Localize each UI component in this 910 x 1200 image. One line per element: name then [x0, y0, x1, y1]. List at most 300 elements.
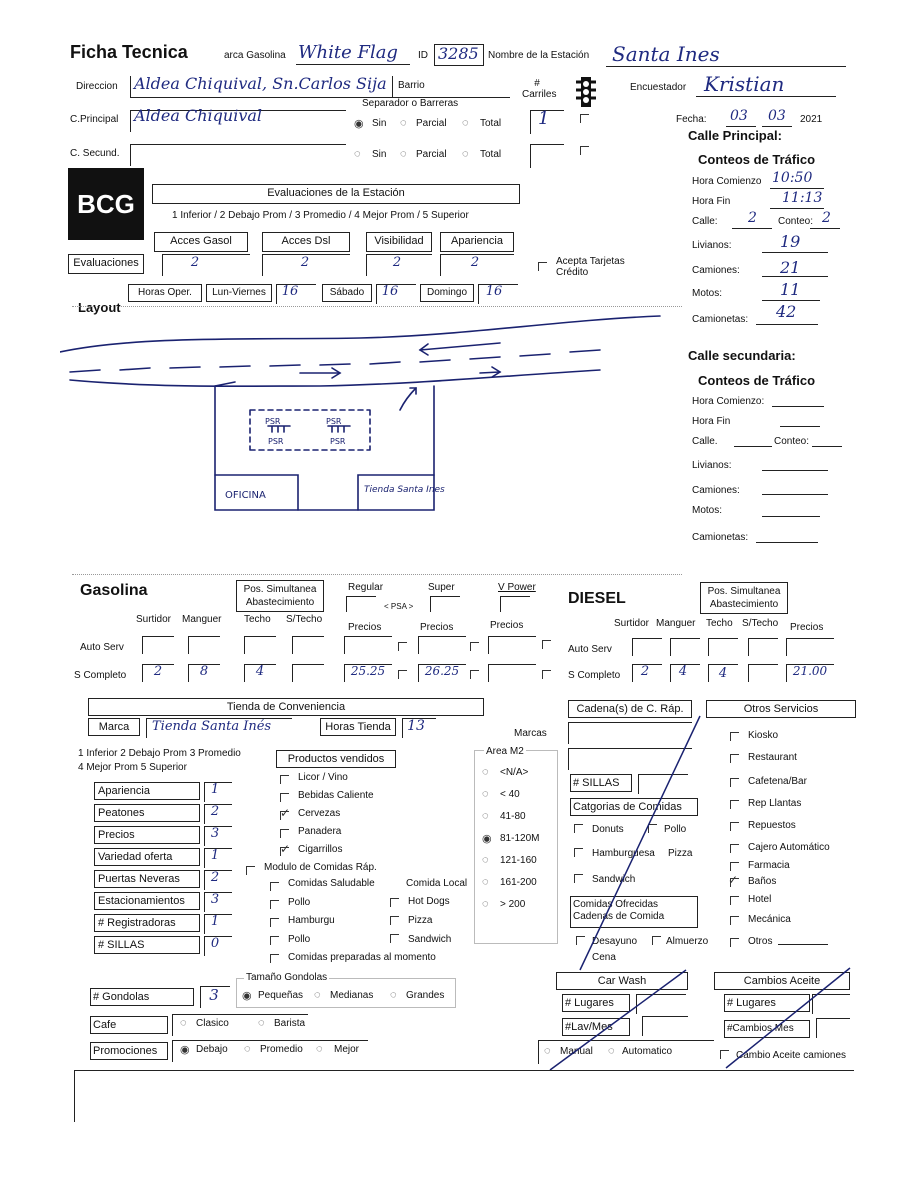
gas-super-label: Super	[428, 582, 455, 593]
total2-label: Total	[480, 149, 502, 160]
cadena-title: Cadena(s) de C. Ráp.	[568, 700, 692, 718]
estacion-underline	[606, 66, 846, 67]
cafe-clasico-radio[interactable]: ◌	[180, 1017, 187, 1029]
carriles2-field[interactable]	[530, 144, 564, 168]
evaluaciones-title: Evaluaciones de la Estación	[152, 184, 520, 204]
gas-pos-simultanea: Pos. Simultanea Abastecimiento	[236, 580, 324, 612]
gas-as-precio-vpower[interactable]	[488, 636, 536, 654]
rating-label: Apariencia	[94, 782, 200, 800]
check-icon: ✓	[280, 806, 291, 820]
diesel-sc-stecho[interactable]	[748, 664, 778, 682]
area-option-label: 161-200	[500, 877, 537, 888]
cadena-sillas-label: # SILLAS	[570, 774, 632, 792]
cp-livianos-label: Livianos:	[692, 240, 732, 251]
diesel-sc-precio-value: 21.00	[792, 664, 828, 678]
diesel-s-completo-label: S Completo	[568, 670, 621, 681]
cs-title: Calle secundaria:	[688, 348, 796, 363]
cprincipal-label: C.Principal	[70, 114, 119, 125]
gondolas-value: 3	[209, 986, 219, 1004]
otros-label: Restaurant	[748, 752, 797, 763]
col-apariencia: Apariencia	[440, 232, 514, 252]
col-acces-gasol: Acces Gasol	[154, 232, 248, 252]
diesel-sc-techo-value: 4	[718, 666, 728, 681]
marca-label: arca Gasolina	[224, 50, 286, 61]
estacion-value[interactable]: Santa Ines	[612, 42, 720, 66]
cp-hora-comienzo-value[interactable]: 10:50	[772, 170, 813, 186]
modulo-pizza-checkbox[interactable]	[390, 916, 399, 925]
carriles2-checkbox[interactable]	[580, 146, 589, 155]
notes-field[interactable]	[74, 1070, 854, 1122]
eval-acces-gasol-value: 2	[190, 255, 200, 270]
otros-label: Farmacia	[748, 860, 790, 871]
cadena-hamburguesa-label: Hamburguesa	[592, 848, 655, 859]
cadena-categorias-label: Catgorias de Comidas	[570, 798, 698, 816]
cp-calle-value[interactable]: 2	[748, 210, 757, 226]
gas-precios-vpower-label: Precios	[490, 620, 524, 631]
cp-conteo-line	[810, 228, 840, 229]
marca-value[interactable]: White Flag	[298, 42, 398, 63]
otros-checkbox[interactable]	[730, 844, 739, 853]
otros-label: Cafetena/Bar	[748, 776, 807, 787]
diesel-as-techo[interactable]	[708, 638, 738, 656]
cadena-almuerzo-label: Almuerzo	[666, 936, 709, 947]
otros-checkbox[interactable]	[730, 754, 739, 763]
producto-checkbox[interactable]	[280, 793, 289, 802]
gas-psa-label: < PSA >	[384, 602, 414, 611]
gas-sc-regular-checkbox[interactable]	[398, 670, 407, 679]
gas-sc-vpower-checkbox[interactable]	[542, 670, 551, 679]
pump-label-3: PSR	[268, 437, 284, 446]
producto-label: Panadera	[298, 826, 342, 837]
road-center-dashes	[70, 350, 600, 372]
sin2-label: Sin	[372, 149, 387, 160]
evaluaciones-scale: 1 Inferior / 2 Debajo Prom / 3 Promedio / 4 Mejor Prom / 5 Superior	[172, 210, 469, 221]
cs-hora-fin-label: Hora Fin	[692, 416, 731, 427]
layout-sketch	[60, 310, 680, 570]
area-radio[interactable]: ◌	[482, 876, 489, 888]
diesel-col-precios: Precios	[790, 622, 824, 633]
tamano-grandes-label: Grandes	[406, 990, 445, 1001]
producto-label: Cervezas	[298, 808, 341, 819]
lunvie-value: 16	[281, 284, 299, 299]
cambios-mes-label: #Cambios Mes	[724, 1020, 810, 1038]
cp-conteo-value[interactable]: 2	[822, 210, 831, 226]
otros-label: Hotel	[748, 894, 772, 905]
modulo-pollo2-label: Pollo	[288, 934, 311, 945]
otros-checkbox[interactable]	[730, 938, 739, 947]
sabado-label: Sábado	[322, 284, 372, 302]
comidas-saludable-checkbox[interactable]	[270, 882, 279, 891]
rating-value: 1	[210, 848, 220, 863]
tamano-grandes-radio[interactable]: ◌	[390, 989, 397, 1001]
comidas-saludable-label: Comidas Saludable	[288, 878, 375, 889]
encuestador-value[interactable]: Kristian	[704, 72, 785, 96]
gas-as-stecho[interactable]	[292, 636, 324, 654]
cafe-barista-label: Barista	[274, 1018, 306, 1029]
cp-calle-line	[732, 228, 772, 229]
barrio-label: Barrio	[398, 80, 425, 91]
carriles-value: 1	[538, 108, 550, 129]
otros-checkbox[interactable]	[730, 800, 739, 809]
modulo-checkbox[interactable]	[246, 866, 255, 875]
evaluaciones-row-label: Evaluaciones	[68, 254, 144, 274]
area-radio[interactable]: ◌	[482, 766, 489, 778]
cs-camionetas-label: Camionetas:	[692, 532, 749, 543]
area-radio[interactable]: ◌	[482, 788, 489, 800]
rating-label: # Registradoras	[94, 914, 200, 932]
diesel-as-surtidor[interactable]	[632, 638, 662, 656]
gas-vpower-label: V Power	[498, 582, 536, 593]
gas-sc-precio-vpower[interactable]	[488, 664, 536, 682]
cafe-barista-radio[interactable]: ◌	[258, 1017, 265, 1029]
pump-icon-2	[328, 426, 350, 432]
exit-arrow-line	[400, 388, 416, 410]
gas-sc-precio-super-value: 26.25	[424, 664, 460, 678]
preparadas-label: Comidas preparadas al momento	[288, 952, 436, 963]
gas-precios-super-label: Precios	[420, 622, 454, 633]
area-label: Area M2	[486, 746, 524, 757]
cadena-pollo-label: Pollo	[664, 824, 687, 835]
oficina-label: OFICINA	[225, 490, 266, 501]
gas-s-completo-label: S Completo	[74, 670, 127, 681]
otros-title: Otros Servicios	[706, 700, 856, 718]
separador-label: Separador o Barreras	[362, 98, 459, 109]
cp-conteo-label: Conteo:	[778, 216, 814, 227]
estacion-label: Nombre de la Estación	[488, 50, 590, 61]
layout-border-top	[72, 306, 682, 307]
cp-camionetas-line	[756, 324, 818, 325]
area-option-label: 121-160	[500, 855, 537, 866]
cp-motos-value[interactable]: 11	[780, 280, 801, 299]
tienda-scale-1: 1 Inferior 2 Debajo Prom 3 Promedio	[78, 748, 241, 759]
carriles-checkbox[interactable]	[580, 114, 589, 123]
total2-radio[interactable]: ◌	[462, 148, 469, 160]
eval-acces-dsl-value: 2	[300, 255, 310, 270]
tienda-label: Tienda Santa Ines	[364, 485, 445, 495]
pump-label-4: PSR	[330, 437, 346, 446]
cs-calle-label: Calle.	[692, 436, 718, 447]
cambios-title: Cambios Aceite	[714, 972, 850, 990]
tarjetas-checkbox[interactable]	[538, 262, 547, 271]
rating-value: 2	[210, 870, 220, 885]
tienda-horas-value: 13	[407, 718, 425, 734]
carwash-automatico-label: Automatico	[622, 1046, 673, 1057]
tamano-label: Tamaño Gondolas	[246, 972, 328, 983]
layout-border-bottom	[72, 574, 682, 575]
layout-title: Layout	[78, 300, 121, 315]
modulo-hotdogs-checkbox[interactable]	[390, 898, 399, 907]
preparadas-checkbox[interactable]	[270, 954, 279, 963]
fecha-label: Fecha:	[676, 114, 707, 125]
gas-as-vpower-checkbox[interactable]	[542, 640, 551, 649]
rating-value: 3	[210, 826, 220, 841]
gas-as-techo[interactable]	[244, 636, 276, 654]
cadena-desayuno-label: Desayuno	[592, 936, 638, 947]
cs-camiones-field[interactable]	[762, 494, 828, 495]
tamano-medianas-label: Medianas	[330, 990, 374, 1001]
gas-regular-label: Regular	[348, 582, 384, 593]
cp-camiones-line	[762, 276, 828, 277]
parcial2-label: Parcial	[416, 149, 447, 160]
eval-apariencia-value: 2	[470, 255, 480, 270]
direccion-label: Direccion	[76, 81, 118, 92]
diesel-sc-manguer-value: 4	[678, 664, 688, 679]
cp-livianos-value[interactable]: 19	[780, 232, 801, 251]
arrow-right2-line	[480, 372, 500, 373]
cadena-cross-out	[560, 712, 720, 974]
cp-hora-comienzo-label: Hora Comienzo	[692, 176, 762, 187]
carwash-automatico-radio[interactable]: ◌	[608, 1045, 615, 1057]
cs-conteo-field[interactable]	[812, 446, 842, 447]
area-radio-checked[interactable]: ◉	[482, 833, 492, 845]
cs-conteos-title: Conteos de Tráfico	[698, 373, 816, 388]
check-icon: ✓	[728, 873, 739, 887]
cp-conteos-title: Conteos de Tráfico	[698, 152, 816, 167]
gas-sc-super-checkbox[interactable]	[470, 670, 479, 679]
diesel-as-manguer[interactable]	[670, 638, 700, 656]
rating-value: 0	[210, 936, 220, 951]
cprincipal-value: Aldea Chiquival	[134, 106, 263, 125]
cp-hora-fin-value[interactable]: 11:13	[782, 190, 823, 206]
diesel-sc-surtidor-value: 2	[640, 664, 650, 679]
diesel-col-manguer: Manguer	[656, 618, 696, 629]
gas-sc-techo-value: 4	[255, 664, 265, 679]
cp-motos-line	[762, 300, 820, 301]
cs-livianos-label: Livianos:	[692, 460, 732, 471]
rating-label: # SILLAS	[94, 936, 200, 954]
encuestador-label: Encuestador	[630, 82, 687, 93]
gas-sc-precio-regular-value: 25.25	[350, 664, 386, 678]
promo-promedio-label: Promedio	[260, 1044, 303, 1055]
gas-col-surtidor: Surtidor	[136, 614, 172, 625]
tamano-pequenas-radio-checked[interactable]: ◉	[242, 990, 252, 1002]
lunvie-label: Lun-Viernes	[206, 284, 272, 302]
page-title: Ficha Tecnica	[70, 42, 188, 62]
sin-radio-checked[interactable]: ◉	[354, 118, 364, 130]
cafe-label: Cafe	[90, 1016, 168, 1034]
cp-camionetas-label: Camionetas:	[692, 314, 749, 325]
carwash-title: Car Wash	[556, 972, 688, 990]
diesel-as-precio[interactable]	[786, 638, 834, 656]
total-radio[interactable]: ◌	[462, 117, 469, 129]
fecha-day[interactable]: 03	[730, 108, 748, 124]
producto-label: Licor / Vino	[298, 772, 348, 783]
calle-principal-title: Calle Principal:	[688, 128, 782, 143]
cadena-cena-label: Cena	[592, 952, 616, 963]
modulo-hamburguesa-label: Hamburgu	[288, 915, 335, 926]
promociones-label: Promociones	[90, 1042, 168, 1060]
cs-hora-comienzo-field[interactable]	[772, 406, 824, 407]
comida-local-label: Comida Local	[406, 878, 468, 889]
gas-as-manguer[interactable]	[188, 636, 220, 654]
otros-label: Kiosko	[748, 730, 779, 741]
parcial-label: Parcial	[416, 118, 447, 129]
area-radio[interactable]: ◌	[482, 810, 489, 822]
producto-label: Bebidas Caliente	[298, 790, 374, 801]
cadena-donuts-label: Donuts	[592, 824, 624, 835]
otros-label: Rep Llantas	[748, 798, 802, 809]
diesel-as-stecho[interactable]	[748, 638, 778, 656]
cs-hora-fin-field[interactable]	[780, 426, 820, 427]
promo-mejor-label: Mejor	[334, 1044, 360, 1055]
sin2-radio[interactable]: ◌	[354, 148, 361, 160]
otros-checkbox[interactable]	[730, 896, 739, 905]
cs-conteo-label: Conteo:	[774, 436, 810, 447]
otros-field[interactable]	[778, 944, 828, 945]
rating-value: 2	[210, 804, 220, 819]
carwash-lugares-label: # Lugares	[562, 994, 630, 1012]
area-option-label: <N/A>	[500, 767, 529, 778]
cs-camionetas-field[interactable]	[756, 542, 818, 543]
gas-regular-pos-field[interactable]	[346, 596, 376, 612]
fecha-year: 2021	[800, 114, 823, 125]
area-option-label: > 200	[500, 899, 526, 910]
otros-label: Baños	[748, 876, 777, 887]
check-icon: ✓	[280, 842, 291, 856]
cadena-marcas-label: Marcas	[514, 728, 547, 739]
modulo-pollo-label: Pollo	[288, 897, 311, 908]
cs-camiones-label: Camiones:	[692, 485, 740, 496]
tarjetas-label: Acepta Tarjetas Crédito	[556, 256, 625, 278]
gas-as-precio-super[interactable]	[418, 636, 466, 654]
rating-label: Estacionamientos	[94, 892, 200, 910]
area-group	[474, 750, 558, 944]
otros-checkbox[interactable]	[730, 822, 739, 831]
pump-label-1: PSR	[265, 417, 281, 426]
cambios-camiones-label: Cambio Aceite camiones	[736, 1050, 847, 1061]
carwash-manual-radio[interactable]: ◌	[544, 1045, 551, 1057]
otros-checkbox[interactable]	[730, 916, 739, 925]
otros-label: Otros	[748, 936, 773, 947]
encuestador-underline	[696, 96, 836, 97]
otros-label: Cajero Automático	[748, 842, 830, 853]
diesel-col-stecho: S/Techo	[742, 618, 779, 629]
traffic-light-icon	[574, 76, 598, 111]
area-radio[interactable]: ◌	[482, 898, 489, 910]
gas-super-pos-field[interactable]	[430, 596, 460, 612]
rating-value: 1	[210, 914, 220, 929]
cadena-pizza-label: Pizza	[668, 848, 693, 859]
producto-label: Cigarrillos	[298, 844, 343, 855]
rating-label: Puertas Neveras	[94, 870, 200, 888]
parcial-radio[interactable]: ◌	[400, 117, 407, 129]
pump-icon-1	[268, 426, 290, 432]
rating-label: Peatones	[94, 804, 200, 822]
gasolina-title: Gasolina	[80, 582, 148, 599]
modulo-pizza-label: Pizza	[408, 915, 433, 926]
gas-vpower-pos-field[interactable]	[500, 596, 530, 612]
cambios-cross-out	[710, 964, 860, 1074]
cp-hora-fin-line	[770, 208, 824, 209]
gas-precios-regular-label: Precios	[348, 622, 382, 633]
gas-as-super-checkbox[interactable]	[470, 642, 479, 651]
cambios-lugares-label: # Lugares	[724, 994, 810, 1012]
bcg-logo: BCG	[68, 168, 144, 240]
pump-label-2: PSR	[326, 417, 342, 426]
diesel-col-techo: Techo	[706, 618, 733, 629]
cadena-sandwich-label: Sandwich	[592, 874, 636, 885]
rating-label: Precios	[94, 826, 200, 844]
cp-camionetas-value[interactable]: 42	[776, 302, 797, 321]
producto-checkbox[interactable]	[280, 775, 289, 784]
gas-col-stecho: S/Techo	[286, 614, 323, 625]
cp-calle-label: Calle:	[692, 216, 718, 227]
modulo-hamburguesa-checkbox[interactable]	[270, 918, 279, 927]
cs-livianos-field[interactable]	[762, 470, 828, 471]
otros-checkbox[interactable]	[730, 862, 739, 871]
gas-as-precio-regular[interactable]	[344, 636, 392, 654]
cp-camiones-value[interactable]: 21	[780, 258, 801, 277]
arrow-left-line	[420, 343, 500, 350]
id-value: 3285	[438, 44, 479, 63]
cafe-clasico-label: Clasico	[196, 1018, 229, 1029]
gas-sc-manguer-value: 8	[199, 664, 209, 679]
cp-hora-fin-label: Hora Fin	[692, 196, 731, 207]
sabado-value: 16	[381, 284, 399, 299]
diesel-col-surtidor: Surtidor	[614, 618, 650, 629]
direccion-value: Aldea Chiquival, Sn.Carlos Sija	[134, 74, 387, 93]
area-option-label: < 40	[500, 789, 520, 800]
promo-mejor-radio[interactable]: ◌	[316, 1043, 323, 1055]
modulo-hotdogs-label: Hot Dogs	[408, 896, 450, 907]
producto-checkbox[interactable]	[280, 829, 289, 838]
promo-promedio-radio[interactable]: ◌	[244, 1043, 251, 1055]
otros-checkbox[interactable]	[730, 732, 739, 741]
fecha-month[interactable]: 03	[768, 108, 786, 124]
modulo-pollo-checkbox[interactable]	[270, 900, 279, 909]
cp-motos-label: Motos:	[692, 288, 723, 299]
carwash-cross-out	[540, 966, 700, 1076]
diesel-title: DIESEL	[568, 590, 626, 607]
gas-col-manguer: Manguer	[182, 614, 222, 625]
cp-camiones-label: Camiones:	[692, 265, 740, 276]
tamano-medianas-radio[interactable]: ◌	[314, 989, 321, 1001]
rating-value: 1	[210, 782, 220, 797]
tienda-scale-2: 4 Mejor Prom 5 Superior	[78, 762, 187, 773]
promo-debajo-label: Debajo	[196, 1044, 228, 1055]
diesel-pos-simultanea: Pos. Simultanea Abastecimiento	[700, 582, 788, 614]
carwash-lavmes-label: #Lav/Mes	[562, 1018, 630, 1036]
modulo-label: Modulo de Comidas Ráp.	[264, 862, 377, 873]
cs-calle-field[interactable]	[734, 446, 772, 447]
cs-hora-comienzo-label: Hora Comienzo:	[692, 396, 765, 407]
fecha-day-line	[726, 126, 756, 127]
diesel-auto-serv-label: Auto Serv	[568, 644, 612, 655]
cp-hora-comienzo-line	[770, 188, 824, 189]
parcial2-radio[interactable]: ◌	[400, 148, 407, 160]
gas-sc-stecho[interactable]	[292, 664, 324, 682]
col-visibilidad: Visibilidad	[366, 232, 432, 252]
gas-as-regular-checkbox[interactable]	[398, 642, 407, 651]
area-radio[interactable]: ◌	[482, 854, 489, 866]
otros-checkbox[interactable]	[730, 778, 739, 787]
domingo-label: Domingo	[420, 284, 474, 302]
eval-visibilidad-value: 2	[392, 255, 402, 270]
rating-label: Variedad oferta	[94, 848, 200, 866]
modulo-sandwich-checkbox[interactable]	[390, 934, 399, 943]
promo-debajo-radio-checked[interactable]: ◉	[180, 1044, 190, 1056]
road-edge-top	[60, 316, 660, 352]
col-acces-dsl: Acces Dsl	[262, 232, 350, 252]
tienda-marca-label: Marca	[88, 718, 140, 736]
csecund-field[interactable]	[130, 144, 346, 166]
cs-motos-field[interactable]	[762, 516, 820, 517]
otros-label: Mecánica	[748, 914, 791, 925]
tienda-horas-label: Horas Tienda	[320, 718, 396, 736]
modulo-pollo2-checkbox[interactable]	[270, 936, 279, 945]
gas-as-surtidor[interactable]	[142, 636, 174, 654]
area-option-label: 81-120M	[500, 833, 540, 844]
